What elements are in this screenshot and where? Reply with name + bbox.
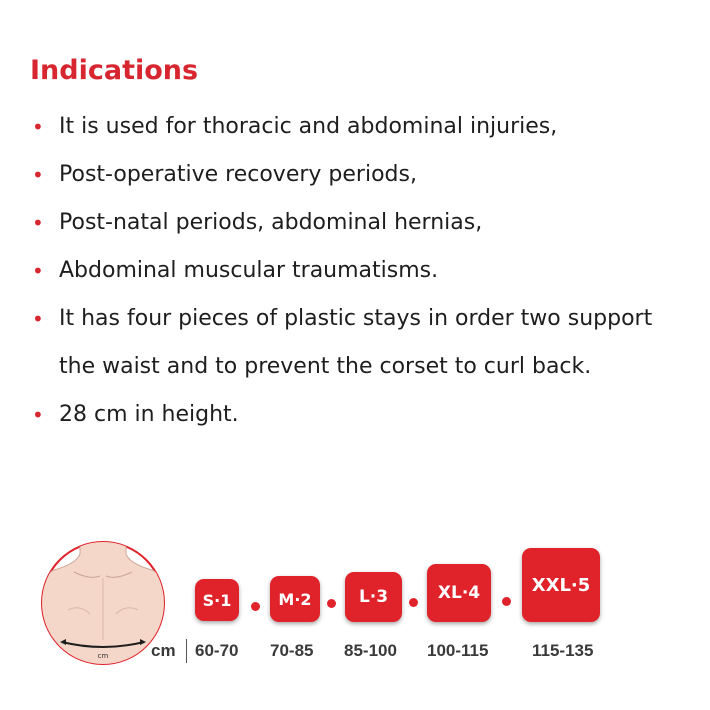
figure-cm-label: cm [97, 652, 109, 660]
list-item-text: Abdominal muscular traumatisms. [59, 258, 439, 283]
separator-dot [251, 602, 260, 611]
section-heading: Indications [30, 55, 199, 86]
list-item [30, 247, 670, 295]
indications-list [30, 103, 670, 439]
list-item [30, 391, 670, 439]
unit-divider [186, 639, 187, 663]
size-badge-l: L·3 [345, 572, 402, 622]
size-badge-s: S·1 [195, 579, 239, 621]
unit-label: cm [151, 641, 176, 660]
bullet-icon: • [32, 307, 44, 331]
list-item [30, 151, 670, 199]
size-chart [0, 535, 710, 675]
range-m: 70-85 [270, 641, 314, 660]
bullet-icon: • [32, 163, 44, 187]
range-xxl: 115-135 [532, 641, 594, 660]
list-item-text: 28 cm in height. [59, 402, 239, 427]
bullet-icon: • [32, 403, 44, 427]
list-item-text: Post-natal periods, abdominal hernias, [59, 210, 483, 235]
bullet-icon: • [32, 115, 44, 139]
separator-dot [502, 597, 511, 606]
size-badge-xl: XL·4 [427, 564, 491, 622]
size-badge-xxl: XXL·5 [522, 548, 600, 622]
bullet-icon: • [32, 211, 44, 235]
separator-dot [327, 599, 336, 608]
list-item-text: Post-operative recovery periods, [59, 162, 417, 187]
list-item [30, 295, 670, 391]
list-item [30, 103, 670, 151]
bullet-icon: • [32, 259, 44, 283]
torso-measurement-icon [40, 540, 166, 666]
range-xl: 100-115 [427, 641, 489, 660]
list-item-text: It is used for thoracic and abdominal injuries, [59, 114, 558, 139]
separator-dot [409, 598, 418, 607]
range-s: 60-70 [195, 641, 239, 660]
size-badge-m: M·2 [270, 576, 320, 622]
list-item [30, 199, 670, 247]
range-l: 85-100 [344, 641, 397, 660]
list-item-text: It has four pieces of plastic stays in order two support the waist and to prevent the corset to curl back. [59, 306, 653, 379]
